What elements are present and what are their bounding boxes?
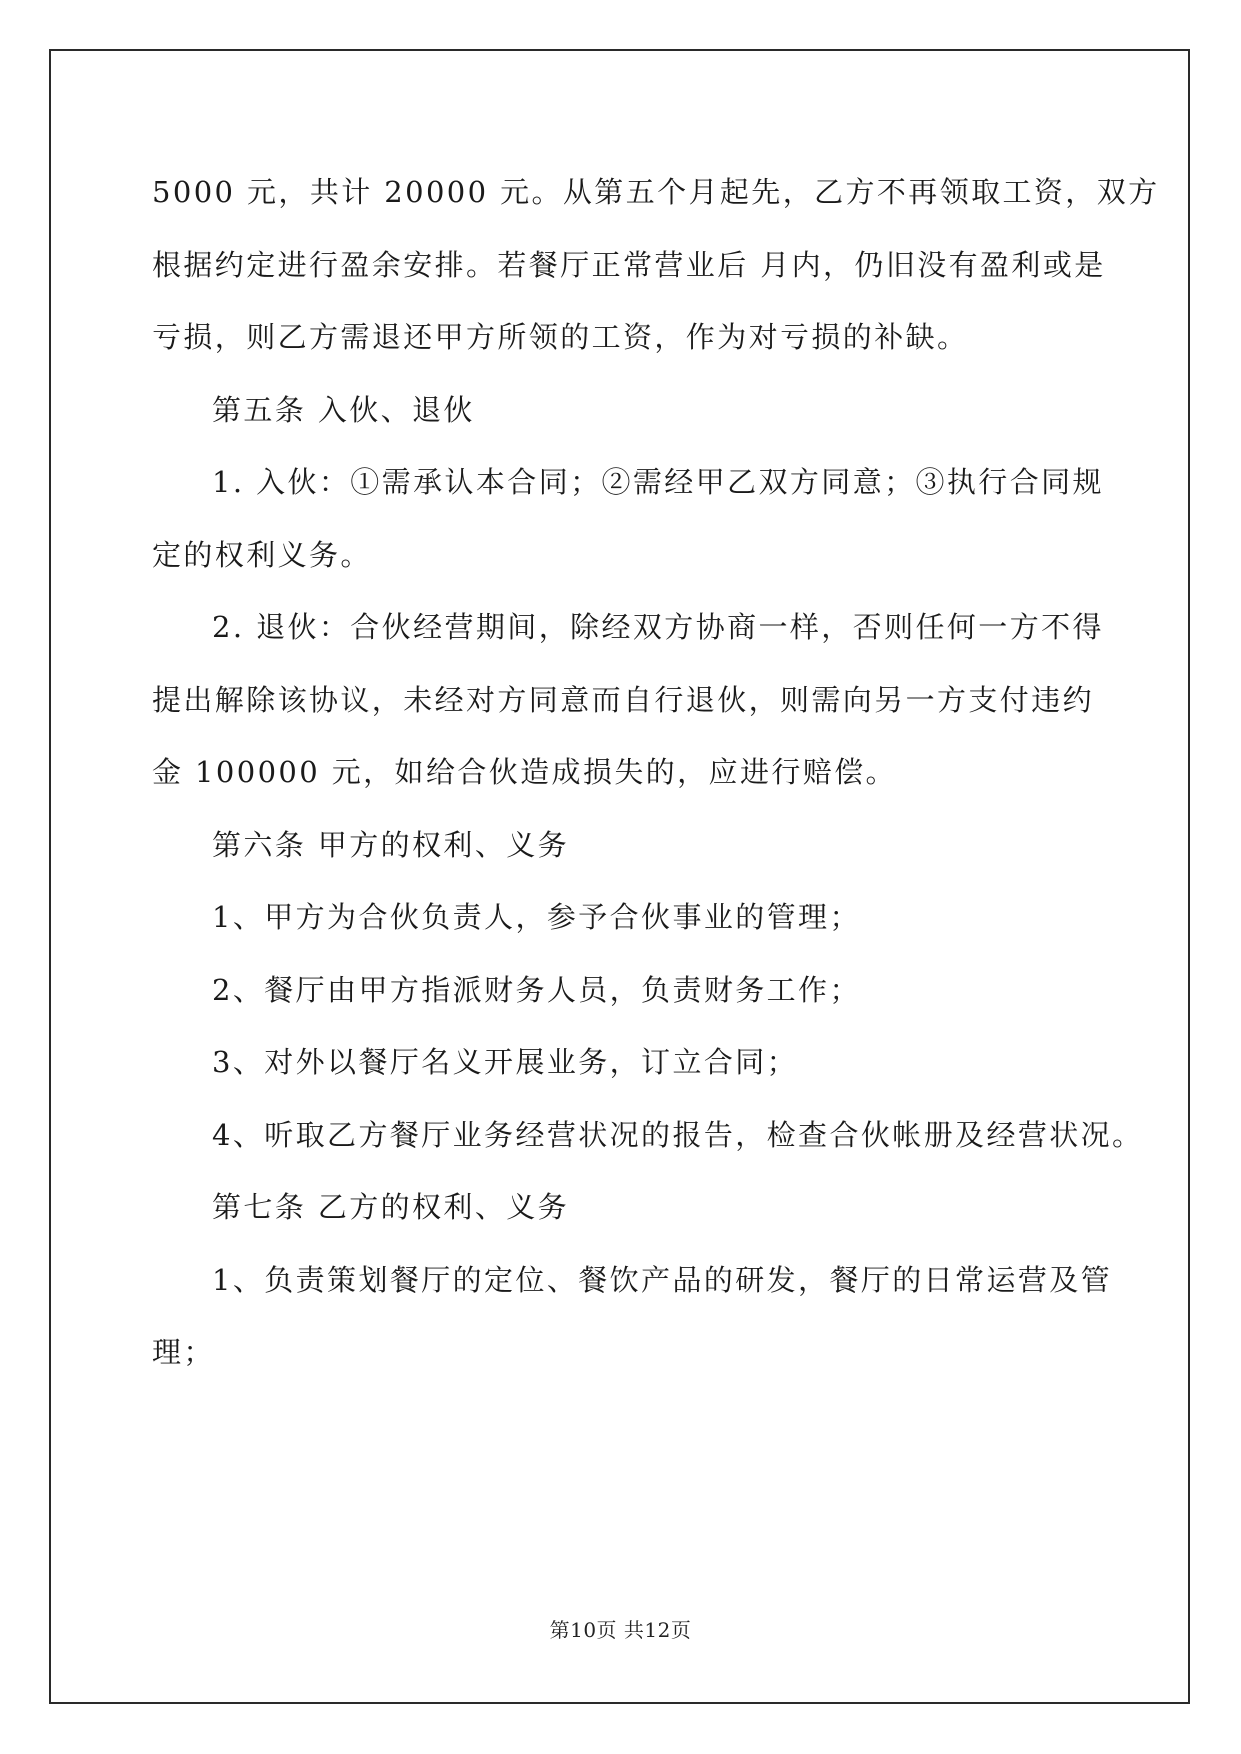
page-footer: 第10页 共12页 — [549, 1618, 692, 1642]
paragraph-line: 根据约定进行盈余安排。若餐厅正常营业后 月内，仍旧没有盈利或是 — [152, 248, 1106, 282]
paragraph-line: 定的权利义务。 — [152, 538, 372, 572]
paragraph-line: 1、甲方为合伙负责人，参予合伙事业的管理； — [212, 900, 861, 934]
section-heading: 第七条 乙方的权利、义务 — [212, 1190, 570, 1224]
paragraph-line: 4、听取乙方餐厅业务经营状况的报告，检查合伙帐册及经营状况。 — [212, 1118, 1144, 1152]
paragraph-line: 提出解除该协议，未经对方同意而自行退伙，则需向另一方支付违约 — [152, 683, 1095, 717]
paragraph-line: 2、餐厅由甲方指派财务人员，负责财务工作； — [212, 973, 861, 1007]
paragraph-line: 3、对外以餐厅名义开展业务，订立合同； — [212, 1045, 799, 1079]
section-heading: 第六条 甲方的权利、义务 — [212, 828, 570, 862]
section-heading: 第五条 入伙、退伙 — [212, 393, 475, 427]
paragraph-line: 2. 退伙：合伙经营期间，除经双方协商一样，否则任何一方不得 — [212, 610, 1104, 644]
page-border — [49, 49, 1190, 1704]
paragraph-line: 亏损，则乙方需退还甲方所领的工资，作为对亏损的补缺。 — [152, 320, 969, 354]
paragraph-line: 理； — [152, 1335, 215, 1369]
paragraph-line: 金 100000 元，如给合伙造成损失的，应进行赔偿。 — [152, 755, 897, 789]
paragraph-line: 1、负责策划餐厅的定位、餐饮产品的研发，餐厅的日常运营及管 — [212, 1263, 1113, 1297]
paragraph-line: 1. 入伙：①需承认本合同；②需经甲乙双方同意；③执行合同规 — [212, 465, 1104, 499]
paragraph-line: 5000 元，共计 20000 元。从第五个月起先，乙方不再领取工资，双方 — [152, 175, 1160, 209]
